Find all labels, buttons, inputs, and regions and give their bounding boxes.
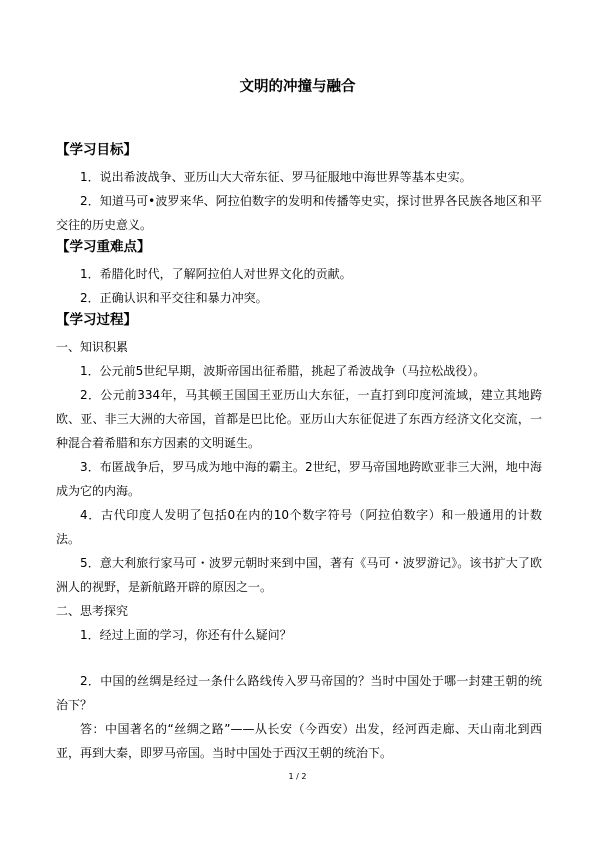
knowledge-item-4: 4．古代印度人发明了包括0在内的10个数字符号（阿拉伯数字）和一般通用的计数法。: [56, 508, 542, 546]
document-body: [56, 140, 542, 765]
section-heading-process: 【学习过程】: [56, 312, 137, 328]
key-point-item-2: 2．正确认识和平交往和暴力冲突。: [80, 291, 268, 305]
section-heading-goals: 【学习目标】: [56, 142, 137, 158]
subheading-inquiry: 二、思考探究: [56, 604, 129, 618]
knowledge-item-3: 3．布匿战争后，罗马成为地中海的霸主。2世纪，罗马帝国地跨欧亚非三大洲，地中海成为它的内海。: [56, 460, 542, 498]
knowledge-item-2: 2．公元前334年，马其顿王国国王亚历山大东征，一直打到印度河流域，建立其地跨欧、亚、非三大洲的大帝国，首都是巴比伦。亚历山大东征促进了东西方经济文化交流，一种混合着希腊和东方因素的文明诞生。: [56, 388, 542, 450]
knowledge-item-1: 1．公元前5世纪早期，波斯帝国出征希腊，挑起了希波战争（马拉松战役）。: [80, 364, 486, 378]
inquiry-question-2: 2．中国的丝绸是经过一条什么路线传入罗马帝国的？当时中国处于哪一封建王朝的统治下？: [56, 674, 542, 712]
page-number: 1 / 2: [288, 772, 307, 781]
section-heading-key-points: 【学习重难点】: [56, 239, 151, 255]
inquiry-answer-2: 答：中国著名的“丝绸之路”——从长安（今西安）出发，经河西走廊、天山南北到西亚，再到大秦，即罗马帝国。当时中国处于西汉王朝的统治下。: [56, 722, 542, 760]
document-title: 文明的冲撞与融合: [239, 79, 356, 95]
goal-item-2: 2．知道马可•波罗来华、阿拉伯数字的发明和传播等史实，探讨世界各民族各地区和平交往的历史意义。: [56, 194, 542, 232]
goal-item-1: 1．说出希波战争、亚历山大大帝东征、罗马征服地中海世界等基本史实。: [80, 170, 472, 184]
knowledge-item-5: 5．意大利旅行家马可・波罗元朝时来到中国，著有《马可・波罗游记》。该书扩大了欧洲人的视野，是新航路开辟的原因之一。: [56, 556, 542, 594]
key-point-item-1: 1．希腊化时代，了解阿拉伯人对世界文化的贡献。: [80, 267, 352, 281]
subheading-knowledge: 一、知识积累: [56, 340, 129, 354]
inquiry-question-1: 1．经过上面的学习，你还有什么疑问？: [80, 628, 292, 642]
